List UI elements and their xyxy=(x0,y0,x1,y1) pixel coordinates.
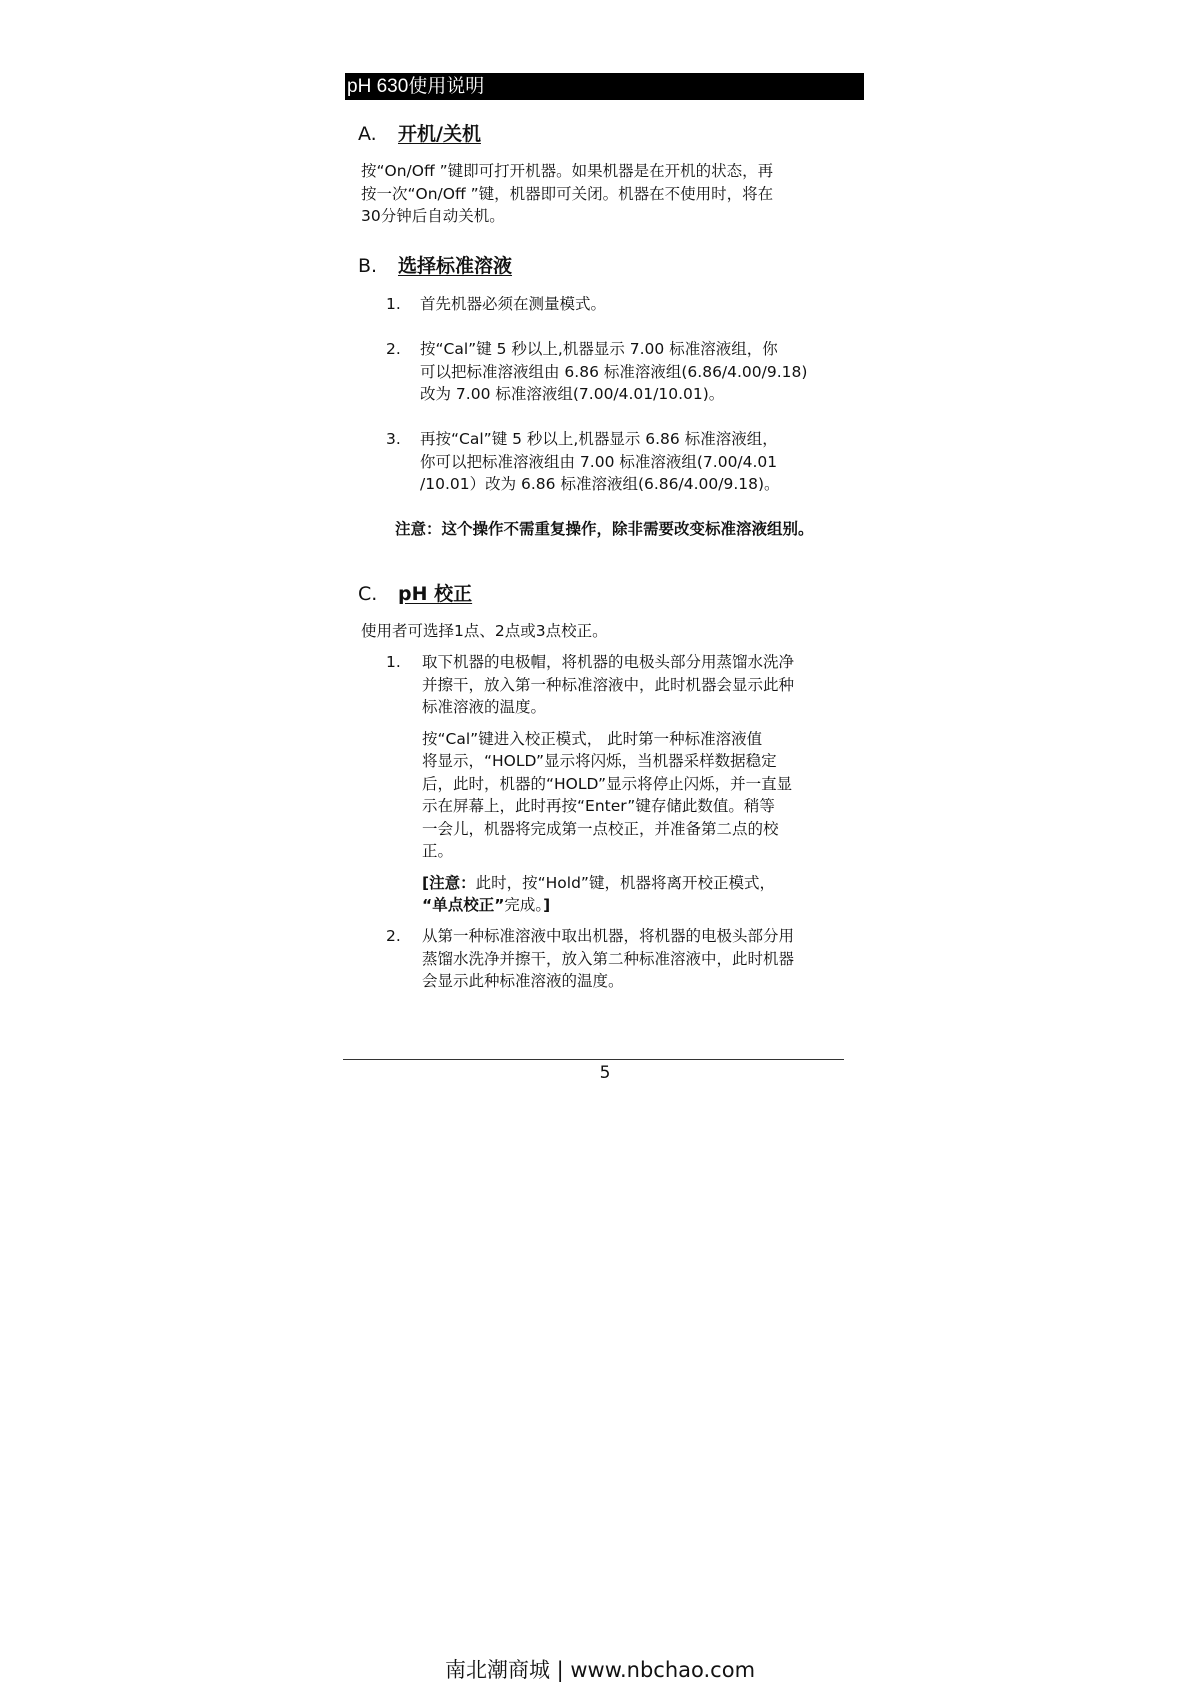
list-line: 示在屏幕上，此时再按“Enter”键存储此数值。稍等 xyxy=(422,797,775,815)
list-number: 1. xyxy=(386,653,401,671)
note-end: 完成。 xyxy=(504,896,544,914)
list-line: 会显示此种标准溶液的温度。 xyxy=(422,972,624,990)
list-line: 按“Cal”键 5 秒以上,机器显示 7.00 标准溶液组，你 xyxy=(420,340,778,358)
section-c-title: pH 校正 xyxy=(398,583,473,605)
list-line: 蒸馏水洗净并擦干，放入第二种标准溶液中，此时机器 xyxy=(422,949,795,968)
calibration-note-line-2 xyxy=(422,894,862,917)
section-a-paragraph xyxy=(361,160,846,228)
list-line: 首先机器必须在测量模式。 xyxy=(420,295,607,313)
list-line: 你可以把标准溶液组由 7.00 标准溶液组(7.00/4.01 xyxy=(420,452,778,471)
section-c-heading xyxy=(358,582,472,606)
list-line: 后，此时，机器的“HOLD”显示将停止闪烁，并一直显 xyxy=(422,774,793,793)
list-line: 标准溶液的温度。 xyxy=(422,698,547,716)
note-bracket-open: [ xyxy=(422,873,430,892)
list-number: 1. xyxy=(386,295,401,313)
list-line: 正。 xyxy=(422,842,454,860)
note-quote-open: “ xyxy=(422,896,433,914)
list-line: 一会儿，机器将完成第一点校正，并准备第二点的校 xyxy=(422,819,779,838)
list-line: 从第一种标准溶液中取出机器，将机器的电极头部分用 xyxy=(422,927,795,945)
note-text: 此时，按“Hold”键，机器将离开校正模式， xyxy=(475,873,775,892)
list-line: 取下机器的电极帽，将机器的电极头部分用蒸馏水洗净 xyxy=(422,653,795,671)
list-number: 3. xyxy=(386,430,401,448)
site-footer-link[interactable]: 南北潮商城 | www.nbchao.com xyxy=(444,1658,756,1682)
list-line: 再按“Cal”键 5 秒以上,机器显示 6.86 标准溶液组， xyxy=(420,430,778,448)
section-b-heading xyxy=(358,254,512,278)
list-line: 按“Cal”键进入校正模式， 此时第一种标准溶液值 xyxy=(422,729,763,748)
document-title-bar: pH 630使用说明 xyxy=(345,73,864,100)
section-c-letter: C. xyxy=(358,583,378,605)
note-single-point: 单点校正” xyxy=(432,896,505,914)
section-a-letter: A. xyxy=(358,123,377,145)
section-b-note: 注意：这个操作不需重复操作，除非需要改变标准溶液组别。 xyxy=(395,520,814,538)
note-label: 注意： xyxy=(429,873,476,892)
section-a-line: 按一次“On/Off ”键，机器即可关闭。机器在不使用时，将在 xyxy=(361,184,774,203)
list-line: 将显示，“HOLD”显示将闪烁，当机器采样数据稳定 xyxy=(422,752,777,770)
list-number: 2. xyxy=(386,927,401,945)
section-c-intro: 使用者可选择1点、2点或3点校正。 xyxy=(361,622,608,640)
footer-divider xyxy=(343,1059,844,1060)
section-a-line: 30分钟后自动关机。 xyxy=(361,207,505,225)
calibration-note-line-1 xyxy=(422,872,862,895)
section-b-letter: B. xyxy=(358,255,378,277)
section-b-title: 选择标准溶液 xyxy=(398,255,513,277)
list-line: /10.01）改为 6.86 标准溶液组(6.86/4.00/9.18)。 xyxy=(420,475,780,493)
section-a-line: 按“On/Off ”键即可打开机器。如果机器是在开机的状态，再 xyxy=(361,162,774,180)
list-number: 2. xyxy=(386,340,401,358)
section-a-title: 开机/关机 xyxy=(398,123,481,145)
list-line: 可以把标准溶液组由 6.86 标准溶液组(6.86/4.00/9.18) xyxy=(420,362,808,381)
list-line: 并擦干，放入第一种标准溶液中，此时机器会显示此种 xyxy=(422,675,795,694)
note-bracket-close: ] xyxy=(543,896,551,914)
list-line: 改为 7.00 标准溶液组(7.00/4.01/10.01)。 xyxy=(420,385,725,403)
section-a-heading xyxy=(358,122,481,146)
page-number: 5 xyxy=(599,1063,611,1083)
